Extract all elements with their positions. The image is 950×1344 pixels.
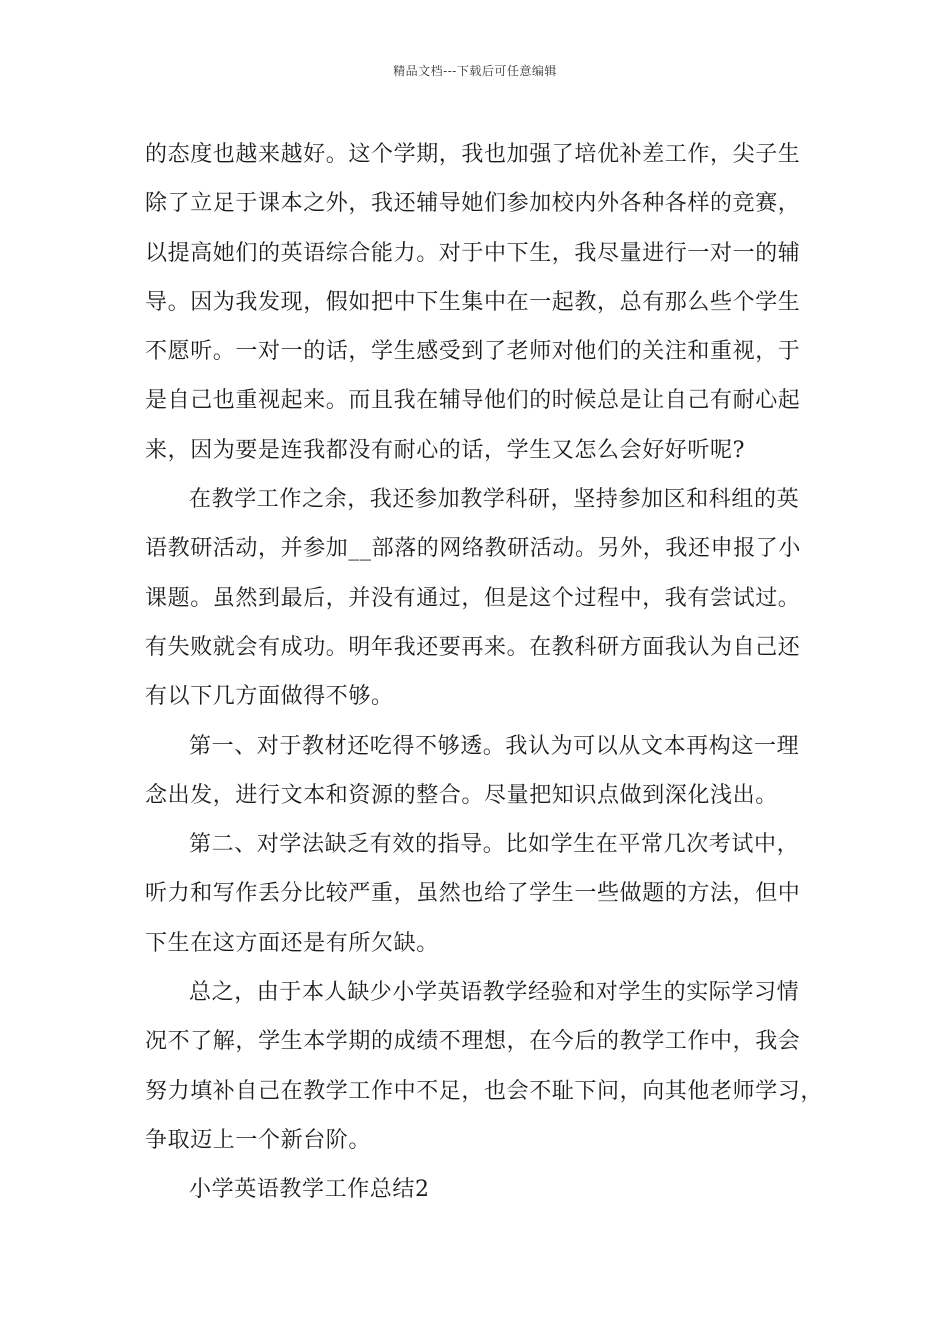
document-body: [145, 130, 825, 1215]
text-line: 下生在这方面还是有所欠缺。: [145, 930, 439, 956]
text-line: 小学英语教学工作总结2: [189, 1177, 430, 1203]
text-line: 除了立足于课本之外，我还辅导她们参加校内外各种各样的竞赛，: [145, 191, 801, 217]
text-line: 课题。虽然到最后，并没有通过，但是这个过程中，我有尝试过。: [145, 585, 801, 611]
text-line: 的态度也越来越好。这个学期，我也加强了培优补差工作，尖子生: [145, 142, 801, 167]
text-line: 第一、对于教材还吃得不够透。我认为可以从文本再构这一理: [189, 733, 800, 759]
text-line: 念出发，进行文本和资源的整合。尽量把知识点做到深化浅出。: [145, 782, 778, 808]
text-line: 努力填补自己在教学工作中不足，也会不耻下问，向其他老师学习，: [145, 1078, 824, 1104]
page-header: 精品文档---下载后可任意编辑: [393, 64, 557, 78]
text-line: 以提高她们的英语综合能力。对于中下生，我尽量进行一对一的辅: [145, 240, 801, 266]
text-line: 况不了解，学生本学期的成绩不理想，在今后的教学工作中，我会: [145, 1029, 801, 1055]
text-line: 来，因为要是连我都没有耐心的话，学生又怎么会好好听呢?: [145, 437, 745, 463]
text-line: 在教学工作之余，我还参加教学科研，坚持参加区和科组的英: [189, 487, 800, 513]
text-line: 总之，由于本人缺少小学英语教学经验和对学生的实际学习情: [189, 980, 800, 1006]
text-line: 导。因为我发现，假如把中下生集中在一起教，总有那么些个学生: [145, 289, 801, 315]
text-line: 争取迈上一个新台阶。: [145, 1127, 372, 1153]
text-line: 语教研活动，并参加__部落的网络教研活动。另外，我还申报了小: [145, 536, 802, 562]
text-line: 不愿听。一对一的话，学生感受到了老师对他们的关注和重视，于: [145, 339, 801, 365]
text-line: 听力和写作丢分比较严重，虽然也给了学生一些做题的方法，但中: [145, 881, 801, 907]
text-line: 有失败就会有成功。明年我还要再来。在教科研方面我认为自己还: [145, 634, 801, 660]
text-line: 第二、对学法缺乏有效的指导。比如学生在平常几次考试中，: [189, 832, 800, 858]
text-line: 是自己也重视起来。而且我在辅导他们的时候总是让自己有耐心起: [145, 388, 801, 414]
text-line: 有以下几方面做得不够。: [145, 684, 394, 710]
